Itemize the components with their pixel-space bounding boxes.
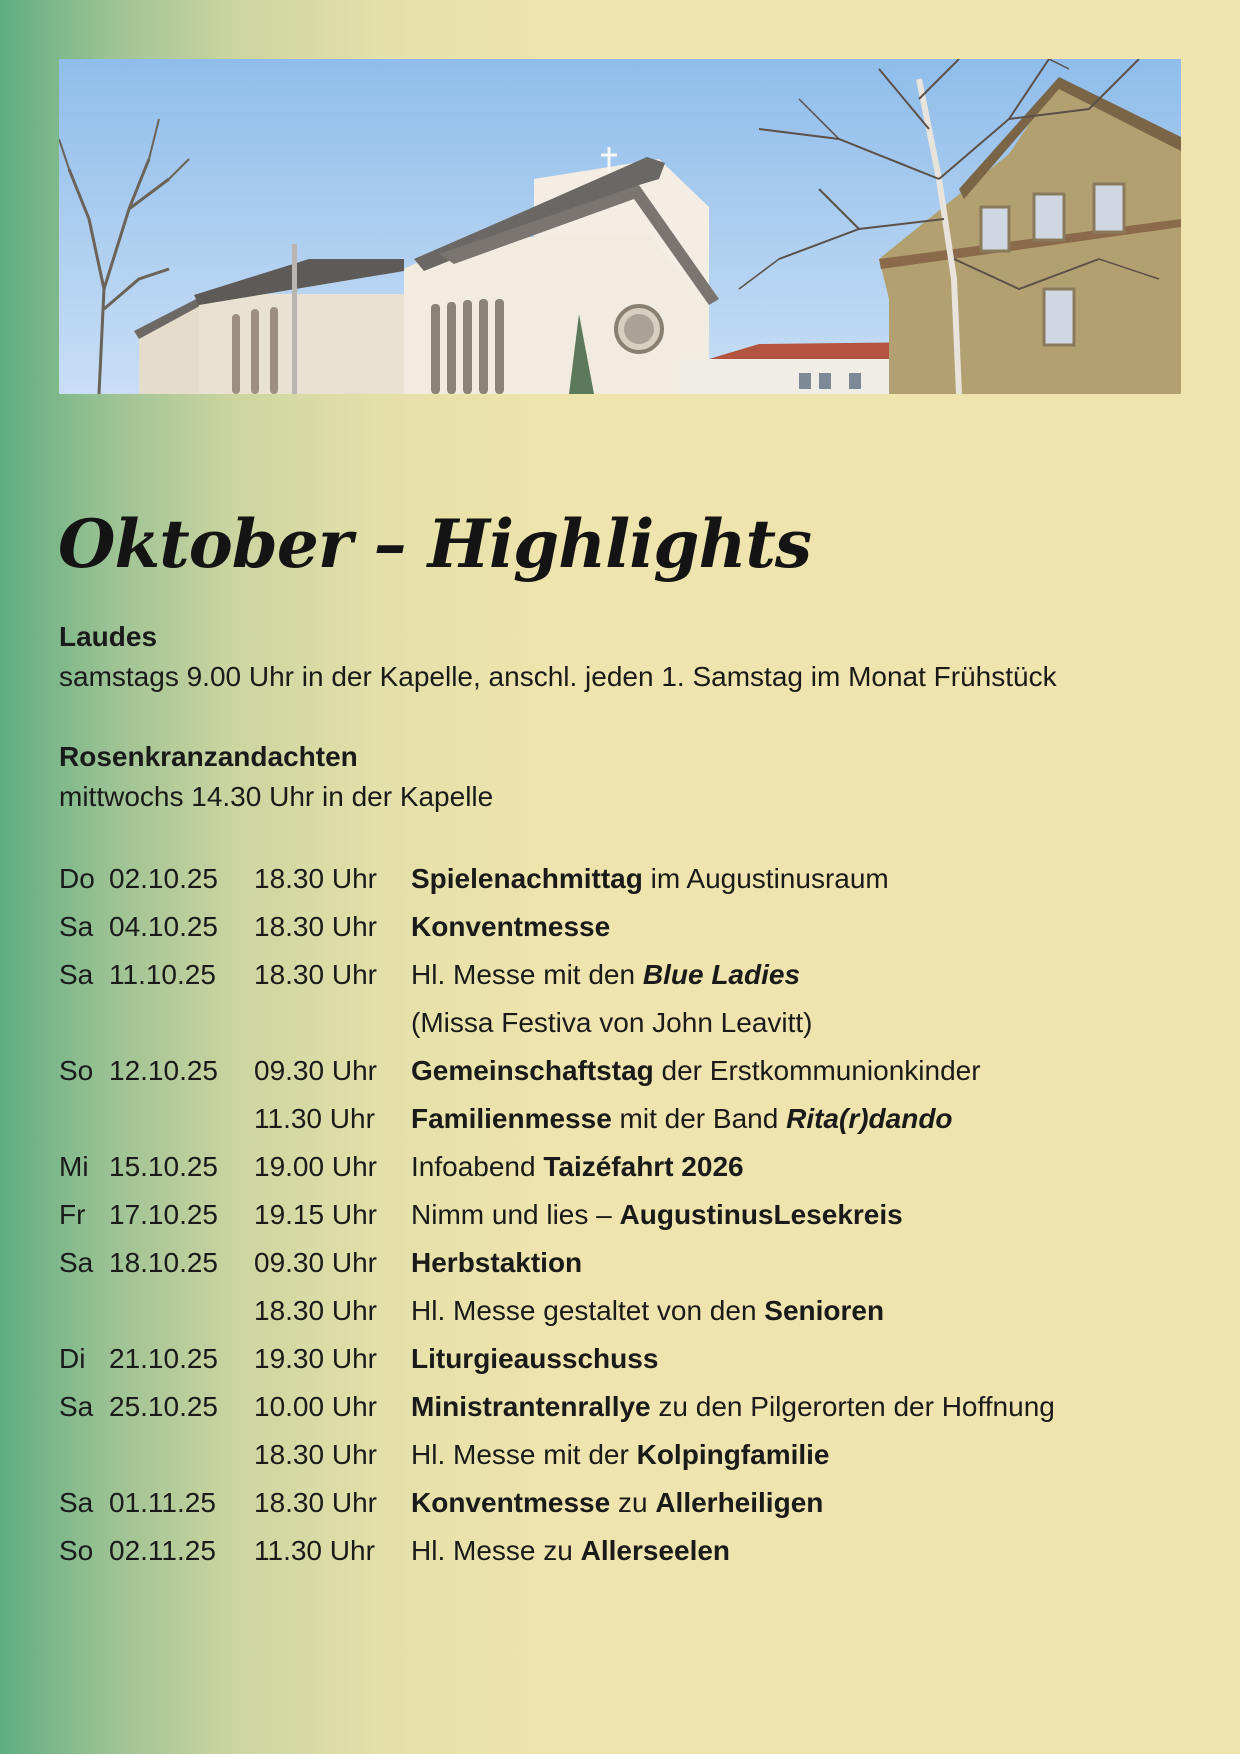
event-time: 18.30 Uhr xyxy=(254,1439,377,1470)
event-date: 25.10.25 xyxy=(109,1391,218,1422)
event-date: 04.10.25 xyxy=(109,911,218,942)
event-day: Do xyxy=(59,863,95,894)
event-description xyxy=(411,1239,582,1287)
event-date: 17.10.25 xyxy=(109,1199,218,1230)
event-text: der Erstkommunionkinder xyxy=(653,1055,981,1086)
event-schedule xyxy=(59,855,1209,1575)
event-day: Mi xyxy=(59,1151,89,1182)
event-description xyxy=(411,951,800,999)
laudes-heading: Laudes xyxy=(59,621,158,652)
rosenkranz-heading: Rosenkranzandachten xyxy=(59,741,358,772)
event-highlight: Konventmesse xyxy=(411,1487,611,1518)
event-day: So xyxy=(59,1535,94,1566)
event-time: 18.30 Uhr xyxy=(254,863,377,894)
event-time: 18.30 Uhr xyxy=(254,959,377,990)
schedule-row xyxy=(59,1047,1209,1095)
event-date: 02.11.25 xyxy=(109,1535,216,1566)
event-description xyxy=(411,1383,1055,1431)
event-highlight: Taizéfahrt 2026 xyxy=(543,1151,744,1182)
event-highlight: Blue Ladies xyxy=(642,959,801,990)
event-text: Hl. Messe mit der xyxy=(411,1439,637,1470)
event-date: 01.11.25 xyxy=(109,1487,216,1518)
event-highlight: AugustinusLesekreis xyxy=(619,1199,903,1230)
schedule-row xyxy=(59,1095,1209,1143)
event-time: 19.00 Uhr xyxy=(254,1151,377,1182)
event-time: 19.30 Uhr xyxy=(254,1343,377,1374)
event-time: 11.30 Uhr xyxy=(254,1103,375,1134)
event-date: 21.10.25 xyxy=(109,1343,218,1374)
event-highlight: Ministrantenrallye xyxy=(411,1391,651,1422)
event-highlight: Familienmesse xyxy=(411,1103,612,1134)
schedule-row xyxy=(59,1287,1209,1335)
event-date: 18.10.25 xyxy=(109,1247,218,1278)
event-text: Hl. Messe gestaltet von den xyxy=(411,1295,765,1326)
event-date: 11.10.25 xyxy=(109,959,216,990)
event-highlight: Liturgieausschuss xyxy=(411,1343,659,1374)
laudes-section xyxy=(59,617,1199,697)
event-text: zu xyxy=(610,1487,656,1518)
event-date: 12.10.25 xyxy=(109,1055,218,1086)
laudes-text: samstags 9.00 Uhr in der Kapelle, anschl. jeden 1. Samstag im Monat Frühstück xyxy=(59,661,1057,692)
event-time: 18.30 Uhr xyxy=(254,1487,377,1518)
event-text: Nimm und lies – xyxy=(411,1199,620,1230)
event-description xyxy=(411,1287,884,1335)
event-day: Sa xyxy=(59,1247,94,1278)
event-highlight: Allerseelen xyxy=(580,1535,731,1566)
event-text: (Missa Festiva von John Leavitt) xyxy=(411,1007,813,1038)
event-date: 15.10.25 xyxy=(109,1151,218,1182)
event-text: im Augustinusraum xyxy=(642,863,889,894)
event-day: So xyxy=(59,1055,94,1086)
event-time: 18.30 Uhr xyxy=(254,1295,377,1326)
event-time: 10.00 Uhr xyxy=(254,1391,377,1422)
event-text: mit der Band xyxy=(611,1103,787,1134)
event-text: Hl. Messe mit den xyxy=(411,959,643,990)
event-description xyxy=(411,1095,953,1143)
schedule-row xyxy=(59,1239,1209,1287)
rosenkranz-section xyxy=(59,737,1199,817)
rosenkranz-text: mittwochs 14.30 Uhr in der Kapelle xyxy=(59,781,494,812)
schedule-row xyxy=(59,1431,1209,1479)
event-highlight: Konventmesse xyxy=(411,911,611,942)
schedule-row xyxy=(59,1527,1209,1575)
event-description xyxy=(411,1335,658,1383)
event-day: Sa xyxy=(59,911,94,942)
event-description xyxy=(411,1047,981,1095)
event-time: 18.30 Uhr xyxy=(254,911,377,942)
event-day: Fr xyxy=(59,1199,86,1230)
event-day: Sa xyxy=(59,959,94,990)
event-highlight: Spielenachmittag xyxy=(411,863,643,894)
event-description xyxy=(411,1527,730,1575)
schedule-row xyxy=(59,1335,1209,1383)
event-time: 09.30 Uhr xyxy=(254,1055,377,1086)
church-photo-illustration xyxy=(59,59,1181,394)
event-description xyxy=(411,903,610,951)
schedule-row xyxy=(59,999,1209,1047)
schedule-row xyxy=(59,855,1209,903)
event-time: 19.15 Uhr xyxy=(254,1199,377,1230)
event-description xyxy=(411,999,813,1047)
event-highlight: Herbstaktion xyxy=(411,1247,583,1278)
event-highlight: Kolpingfamilie xyxy=(636,1439,830,1470)
event-day: Sa xyxy=(59,1487,94,1518)
event-description xyxy=(411,1431,830,1479)
event-date: 02.10.25 xyxy=(109,863,218,894)
event-description xyxy=(411,1143,744,1191)
event-day: Sa xyxy=(59,1391,94,1422)
event-time: 09.30 Uhr xyxy=(254,1247,377,1278)
event-description xyxy=(411,1191,903,1239)
schedule-row xyxy=(59,1143,1209,1191)
event-time: 11.30 Uhr xyxy=(254,1535,375,1566)
church-photo xyxy=(59,59,1181,394)
event-text: Infoabend xyxy=(411,1151,544,1182)
event-highlight: Allerheiligen xyxy=(655,1487,824,1518)
schedule-row xyxy=(59,1479,1209,1527)
event-day: Di xyxy=(59,1343,86,1374)
event-description xyxy=(411,855,889,903)
page-title: Oktober – Highlights xyxy=(58,505,812,583)
event-highlight: Senioren xyxy=(764,1295,885,1326)
event-text: zu den Pilgerorten der Hoffnung xyxy=(650,1391,1055,1422)
event-description xyxy=(411,1479,823,1527)
schedule-row xyxy=(59,903,1209,951)
schedule-row xyxy=(59,1191,1209,1239)
event-highlight: Rita(r)dando xyxy=(786,1103,953,1134)
event-text: Hl. Messe zu xyxy=(411,1535,581,1566)
event-highlight: Gemeinschaftstag xyxy=(411,1055,654,1086)
schedule-row xyxy=(59,1383,1209,1431)
church-nave xyxy=(199,294,404,394)
schedule-row xyxy=(59,951,1209,999)
